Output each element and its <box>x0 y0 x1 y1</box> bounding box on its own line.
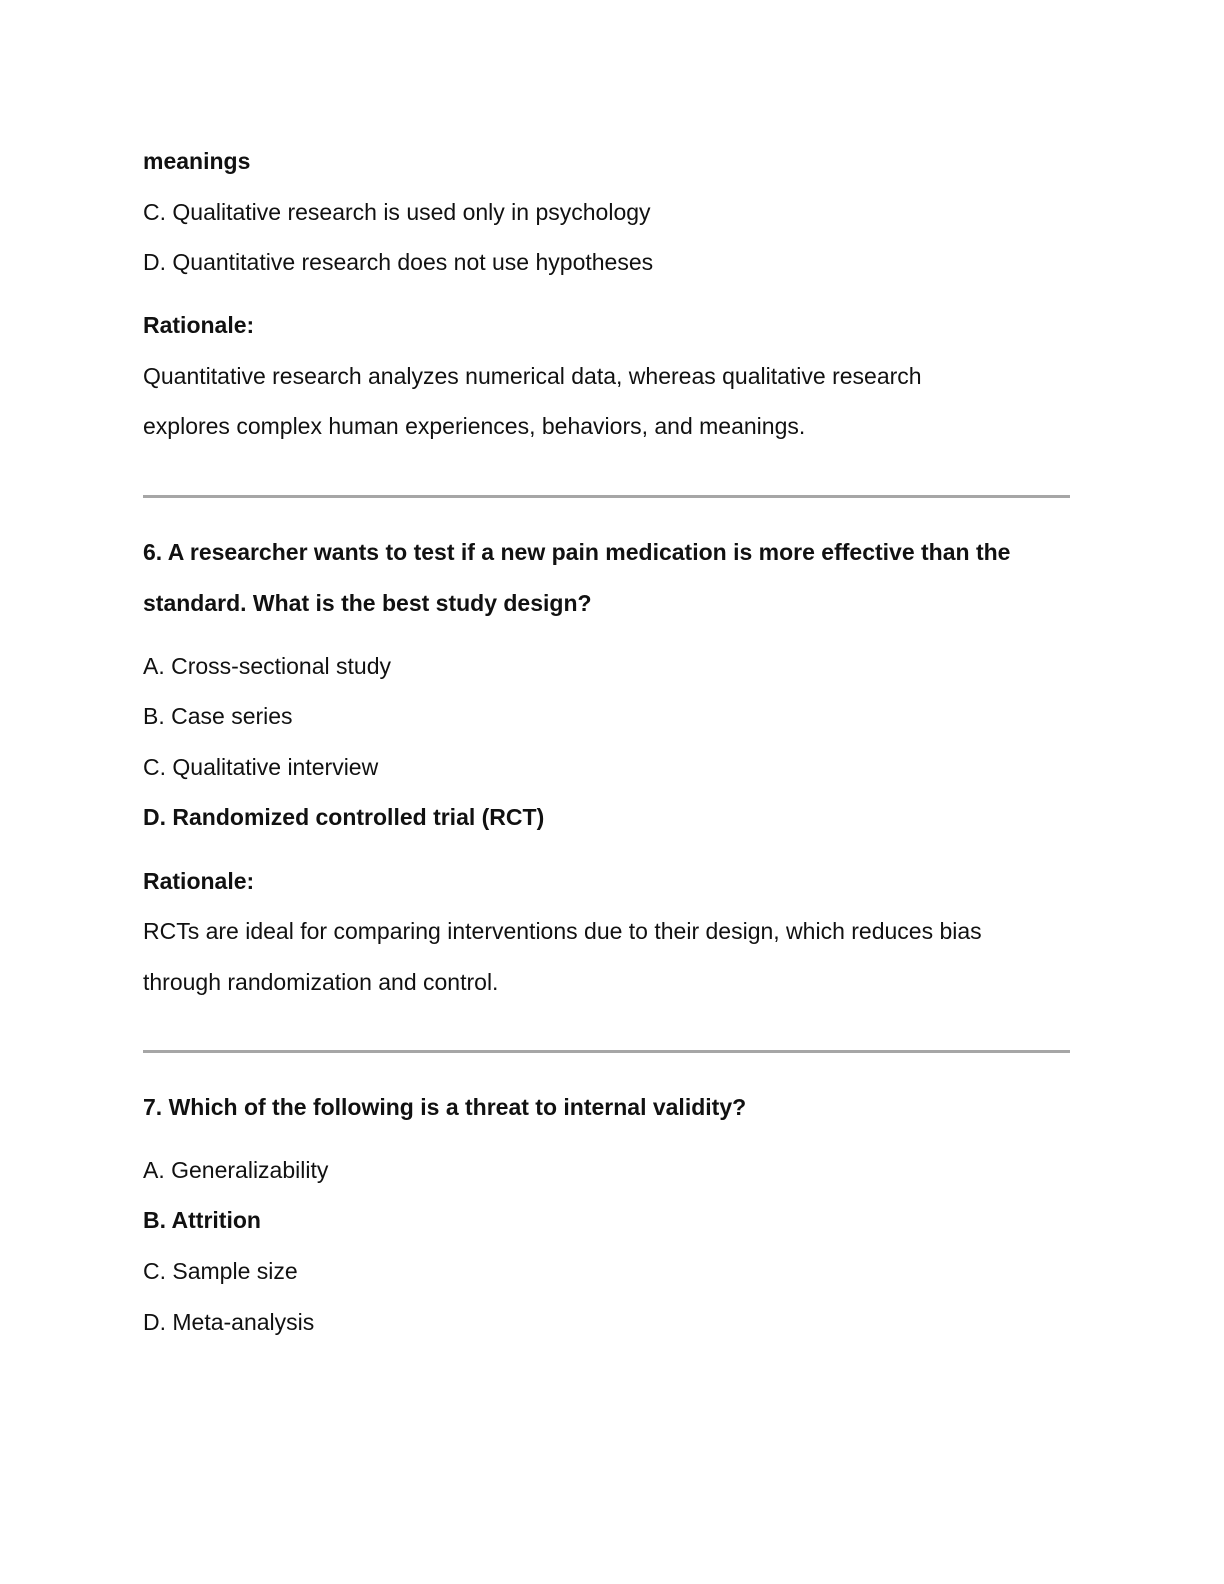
q7-question: 7. Which of the following is a threat to internal validity? <box>143 1094 747 1120</box>
q5-rationale-line-1: Quantitative research analyzes numerical data, whereas qualitative research <box>143 363 922 389</box>
q5-rationale-label: Rationale: <box>143 312 255 338</box>
q6-question-line-2: standard. What is the best study design? <box>143 590 592 616</box>
q7-option-c: C. Sample size <box>143 1258 298 1284</box>
q6-option-d-correct: D. Randomized controlled trial (RCT) <box>143 804 545 830</box>
q6-option-a: A. Cross-sectional study <box>143 653 391 679</box>
q5-option-b-continuation: meanings <box>143 148 251 174</box>
section-divider <box>143 1050 1070 1053</box>
q6-rationale-line-2: through randomization and control. <box>143 969 499 995</box>
q7-option-a: A. Generalizability <box>143 1157 329 1183</box>
q6-rationale-line-1: RCTs are ideal for comparing interventions due to their design, which reduces bias <box>143 918 982 944</box>
q5-option-d: D. Quantitative research does not use hypotheses <box>143 249 654 275</box>
q5-option-c: C. Qualitative research is used only in psychology <box>143 199 651 225</box>
q7-option-b-correct: B. Attrition <box>143 1207 261 1233</box>
q6-option-c: C. Qualitative interview <box>143 754 379 780</box>
q5-rationale-line-2: explores complex human experiences, behaviors, and meanings. <box>143 413 806 439</box>
q7-option-d: D. Meta-analysis <box>143 1309 315 1335</box>
section-divider <box>143 495 1070 498</box>
q6-question-line-1: 6. A researcher wants to test if a new pain medication is more effective than the <box>143 539 1011 565</box>
q6-rationale-label: Rationale: <box>143 868 255 894</box>
q6-option-b: B. Case series <box>143 703 293 729</box>
